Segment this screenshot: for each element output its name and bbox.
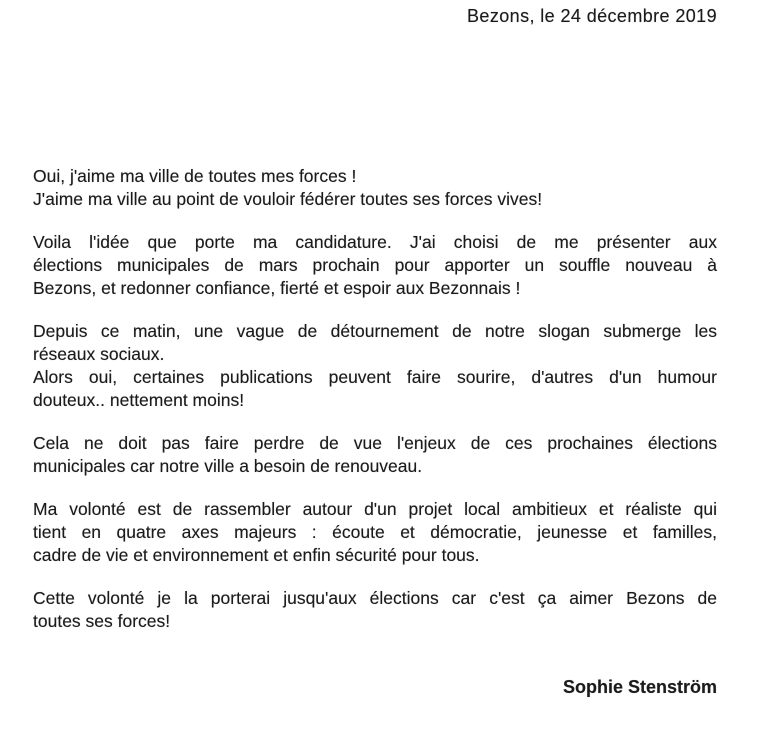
text-line: Cela ne doit pas faire perdre de vue l'enjeux de ces prochaines élections [33,433,717,453]
text-line: cadre de vie et environnement et enfin sécurité pour tous. [33,545,480,565]
paragraph [33,498,717,567]
text-line: Depuis ce matin, une vague de détournement de notre slogan submerge les [33,321,717,341]
letter-body [33,165,717,653]
text-line: Cette volonté je la porterai jusqu'aux élections car c'est ça aimer Bezons de [33,588,717,608]
text-line: toutes ses forces! [33,611,171,631]
text-line: Oui, j'aime ma ville de toutes mes forces ! [33,166,357,186]
text-line: douteux.. nettement moins! [33,390,245,410]
text-line: J'aime ma ville au point de vouloir fédérer toutes ses forces vives! [33,189,543,209]
paragraph [33,587,717,633]
text-line: municipales car notre ville a besoin de renouveau. [33,456,423,476]
signature: Sophie Stenström [562,677,717,697]
text-line: Ma volonté est de rassembler autour d'un projet local ambitieux et réaliste qui [33,499,717,519]
text-line: tient en quatre axes majeurs : écoute et démocratie, jeunesse et familles, [33,522,717,542]
paragraph [33,231,717,300]
text-line: Bezons, et redonner confiance, fierté et espoir aux Bezonnais ! [33,278,521,298]
paragraph [33,165,717,211]
text-line: élections municipales de mars prochain pour apporter un souffle nouveau à [33,255,717,275]
text-line: Alors oui, certaines publications peuvent faire sourire, d'autres d'un humour [33,367,717,387]
text-line: réseaux sociaux. [33,344,165,364]
paragraph [33,320,717,412]
text-line: Voila l'idée que porte ma candidature. J'ai choisi de me présenter aux [33,232,717,252]
dateline: Bezons, le 24 décembre 2019 [467,6,717,26]
paragraph [33,432,717,478]
